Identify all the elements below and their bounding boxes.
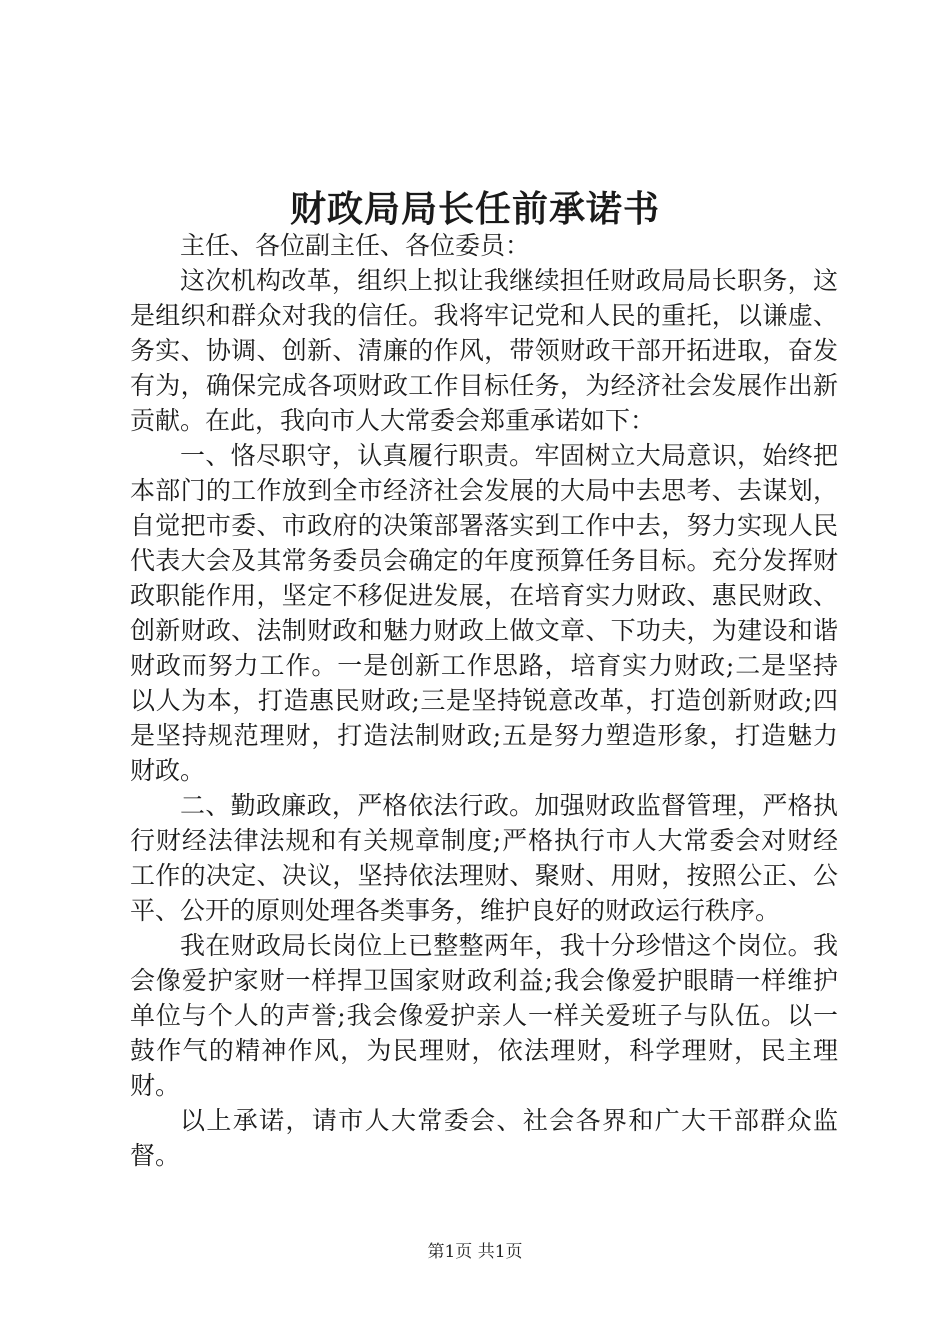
document-title: 财政局局长任前承诺书 <box>289 188 660 230</box>
intro-paragraph: 这次机构改革，组织上拟让我继续担任财政局局长职务，这是组织和群众对我的信任。我将牢记党和人民的重托，以谦虚、务实、协调、创新、清廉的作风，带领财政干部开拓进取，奋发有为，确保完成各项财政工作目标任务，为经济社会发展作出新贡献。在此，我向市人大常委会郑重承诺如下： <box>130 266 838 435</box>
document-body <box>130 228 838 1173</box>
commitment-paragraph-1: 一、恪尽职守，认真履行职责。牢固树立大局意识，始终把本部门的工作放到全市经济社会发展的大局中去思考、去谋划，自觉把市委、市政府的决策部署落实到工作中去，努力实现人民代表大会及其常务委员会确定的年度预算任务目标。充分发挥财政职能作用，坚定不移促进发展，在培育实力财政、惠民财政、创新财政、法制财政和魅力财政上做文章、下功夫，为建设和谐财政而努力工作。一是创新工作思路，培育实力财政;二是坚持以人为本，打造惠民财政;三是坚持锐意改革，打造创新财政;四是坚持规范理财，打造法制财政;五是努力塑造形象，打造魅力财政。 <box>130 441 838 785</box>
commitment-paragraph-2: 二、勤政廉政，严格依法行政。加强财政监督管理，严格执行财经法律法规和有关规章制度;严格执行市人大常委会对财经工作的决定、决议，坚持依法理财、聚财、用财，按照公正、公平、公开的原则处理各类事务，维护良好的财政运行秩序。 <box>130 791 838 925</box>
closing-paragraph: 以上承诺，请市人大常委会、社会各界和广大干部群众监督。 <box>130 1106 838 1170</box>
page-footer: 第1页 共1页 <box>427 1242 523 1262</box>
salutation-paragraph: 主任、各位副主任、各位委员： <box>180 231 531 260</box>
personal-statement-paragraph: 我在财政局长岗位上已整整两年，我十分珍惜这个岗位。我会像爱护家财一样捍卫国家财政利益;我会像爱护眼睛一样维护单位与个人的声誉;我会像爱护亲人一样关爱班子与队伍。以一鼓作气的精神作风，为民理财，依法理财，科学理财，民主理财。 <box>130 931 838 1100</box>
